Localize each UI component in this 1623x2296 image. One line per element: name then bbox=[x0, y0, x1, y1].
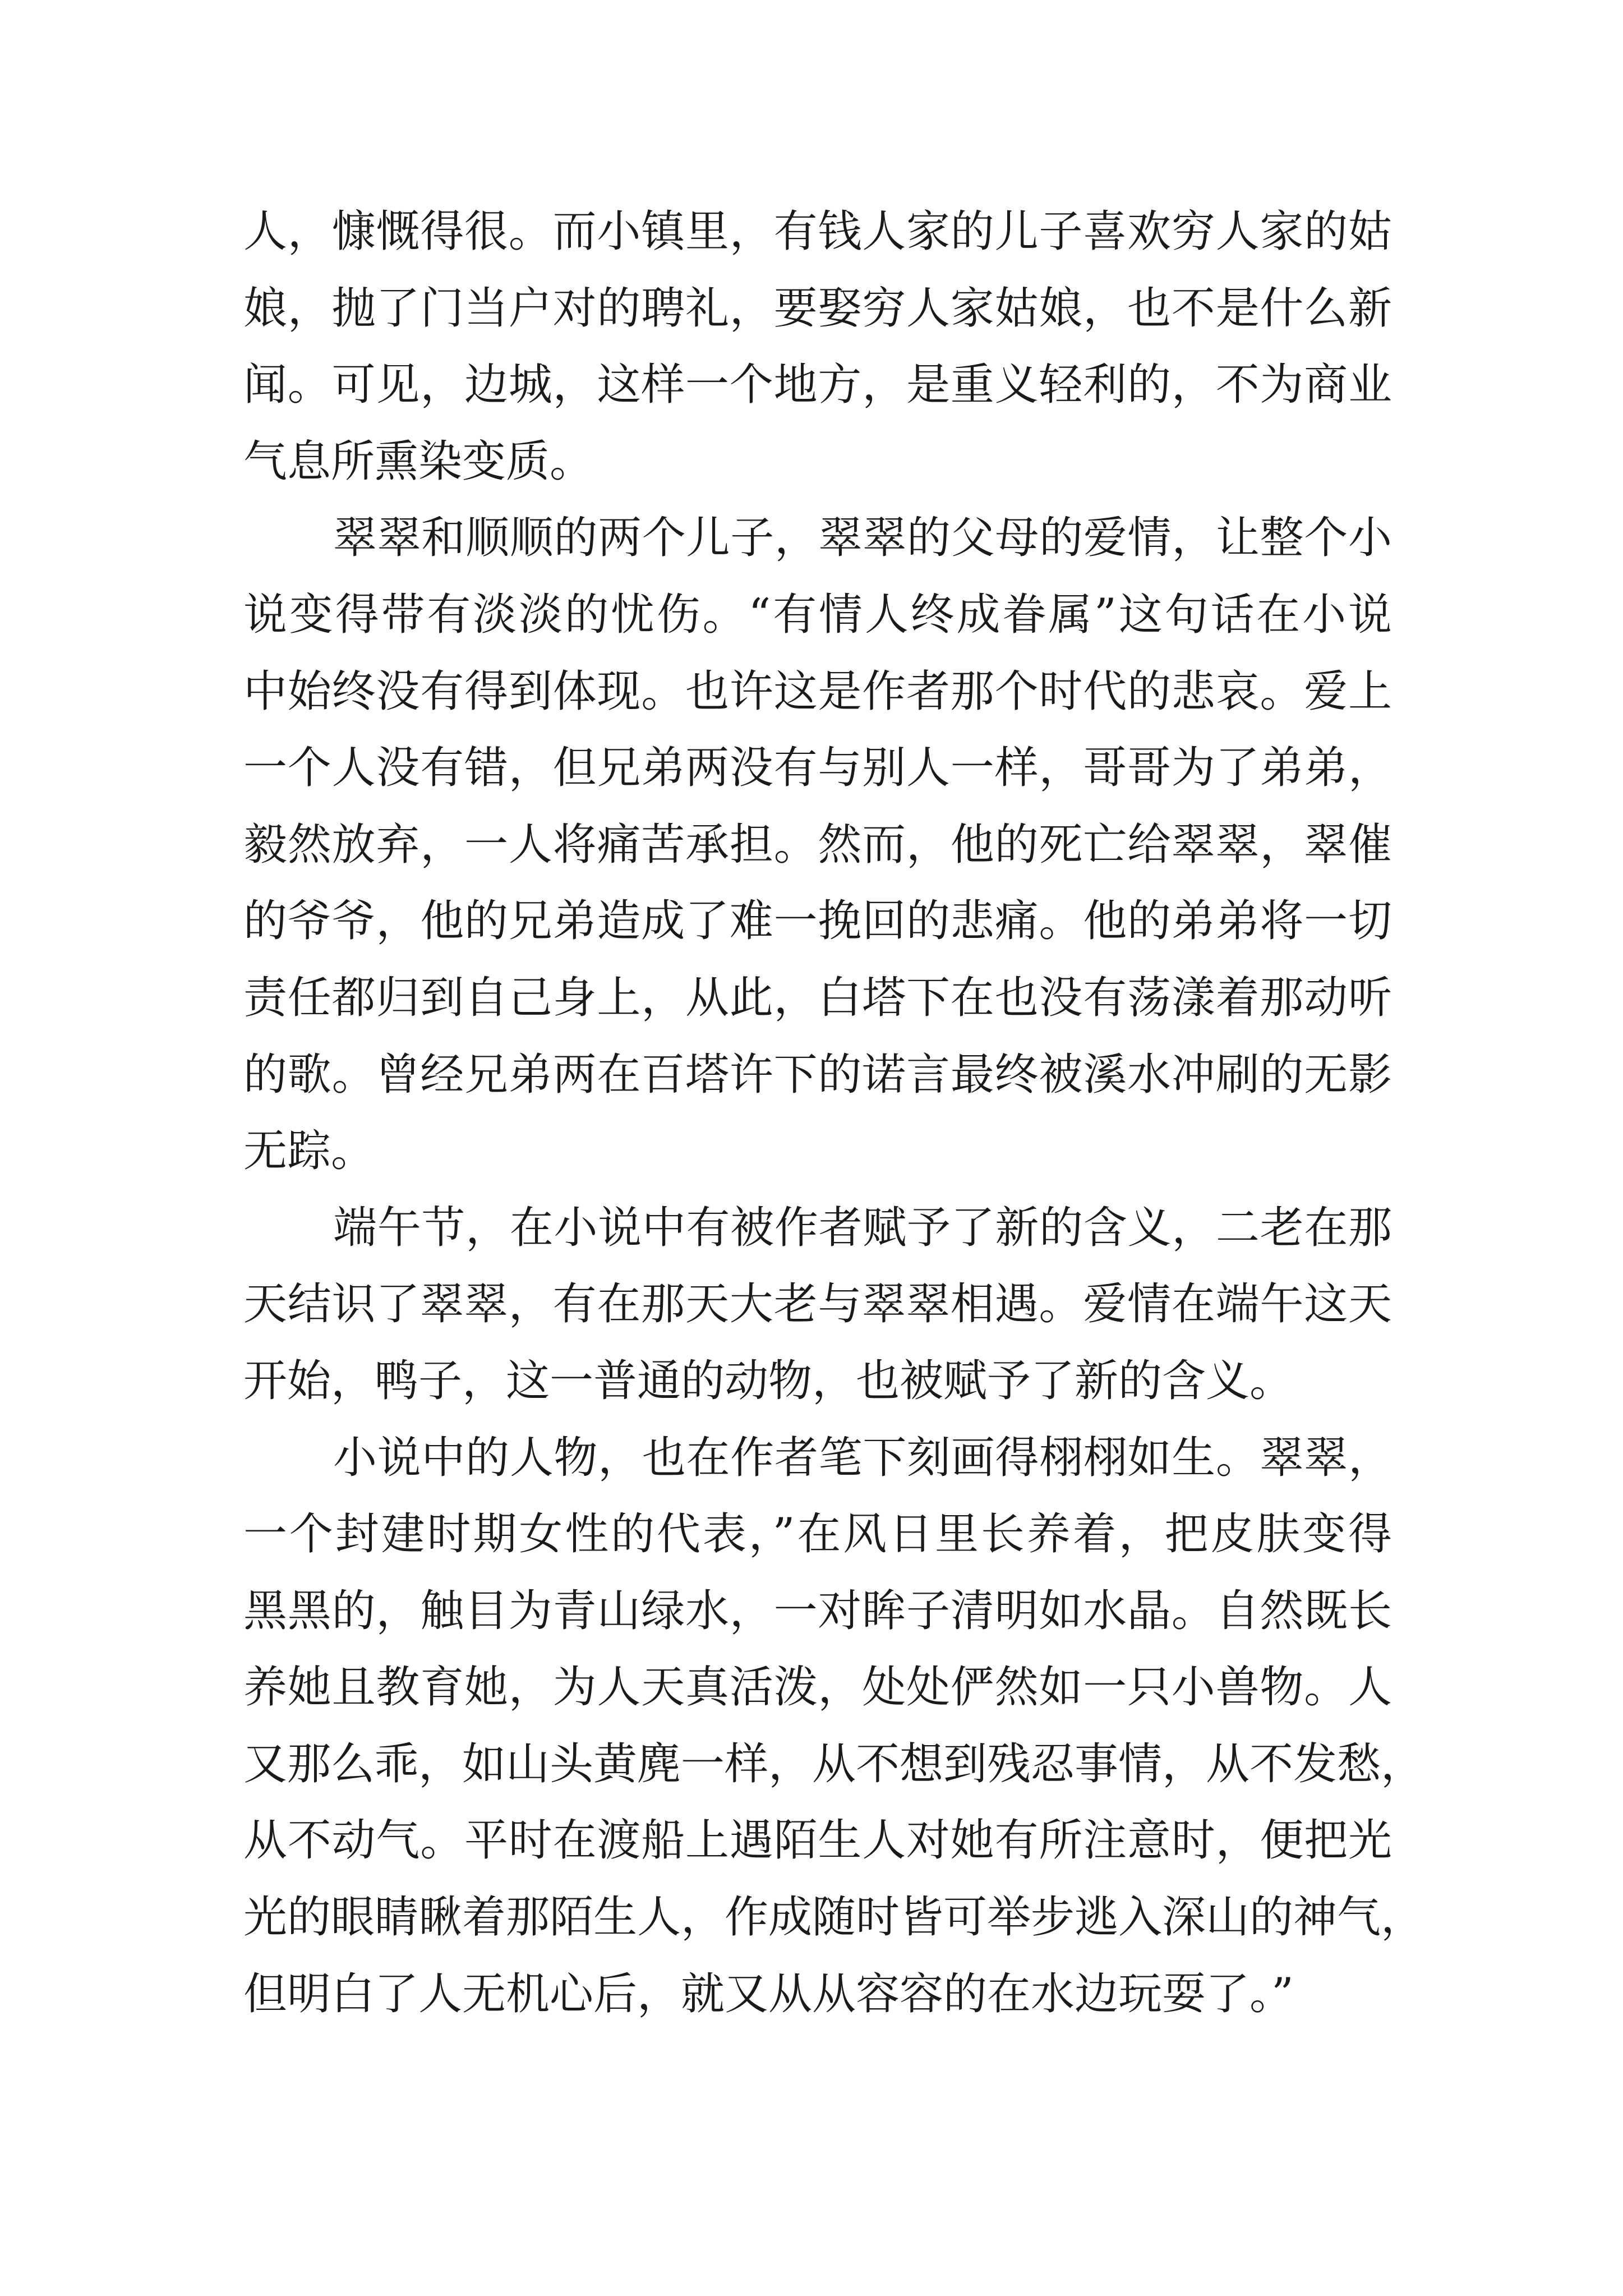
paragraph bbox=[243, 500, 1392, 1189]
paragraph bbox=[243, 194, 1392, 500]
paragraph bbox=[243, 1190, 1392, 1420]
text-line: 责任都归到自己身上，从此，白塔下在也没有荡漾着那动听 bbox=[243, 972, 1392, 1023]
paragraph bbox=[243, 1420, 1425, 2033]
text-line: 天结识了翠翠，有在那天大老与翠翠相遇。爱情在端午这天 bbox=[243, 1279, 1392, 1330]
text-line: 说变得带有淡淡的忧伤。“有情人终成眷属”这句话在小说 bbox=[243, 589, 1392, 640]
text-line: 又那么乖，如山头黄麂一样，从不想到残忍事情，从不发愁， bbox=[243, 1738, 1425, 1789]
text-line: 翠翠和顺顺的两个儿子，翠翠的父母的爱情，让整个小 bbox=[333, 513, 1392, 564]
text-line: 人，慷慨得很。而小镇里，有钱人家的儿子喜欢穷人家的姑 bbox=[243, 206, 1392, 257]
text-line: 从不动气。平时在渡船上遇陌生人对她有所注意时，便把光 bbox=[243, 1815, 1392, 1866]
text-line: 养她且教育她，为人天真活泼，处处俨然如一只小兽物。人 bbox=[243, 1662, 1392, 1713]
text-line: 娘，抛了门当户对的聘礼，要娶穷人家姑娘，也不是什么新 bbox=[243, 283, 1392, 334]
document-body bbox=[243, 194, 1425, 2032]
text-line: 一个封建时期女性的代表，”在风日里长养着，把皮肤变得 bbox=[243, 1509, 1392, 1560]
text-line: 毅然放弃，一人将痛苦承担。然而，他的死亡给翠翠，翠催 bbox=[243, 819, 1392, 870]
text-line: 闻。可见，边城，这样一个地方，是重义轻利的，不为商业 bbox=[243, 360, 1392, 411]
text-line: 黑黑的，触目为青山绿水，一对眸子清明如水晶。自然既长 bbox=[243, 1585, 1392, 1636]
text-line: 中始终没有得到体现。也许这是作者那个时代的悲哀。爱上 bbox=[243, 666, 1392, 717]
text-line: 无踪。 bbox=[243, 1126, 375, 1177]
text-line: 但明白了人无机心后，就又从从容容的在水边玩耍了。” bbox=[243, 1968, 1294, 2019]
text-line: 端午节，在小说中有被作者赋予了新的含义，二老在那 bbox=[333, 1202, 1392, 1253]
text-line: 开始，鸭子，这一普通的动物，也被赋予了新的含义。 bbox=[243, 1355, 1294, 1406]
text-line: 气息所熏染变质。 bbox=[243, 436, 594, 487]
text-line: 小说中的人物，也在作者笔下刻画得栩栩如生。翠翠， bbox=[333, 1432, 1392, 1483]
text-line: 光的眼睛瞅着那陌生人，作成随时皆可举步逃入深山的神气， bbox=[243, 1892, 1425, 1943]
text-line: 一个人没有错，但兄弟两没有与别人一样，哥哥为了弟弟， bbox=[243, 743, 1392, 794]
text-line: 的爷爷，他的兄弟造成了难一挽回的悲痛。他的弟弟将一切 bbox=[243, 896, 1392, 947]
text-line: 的歌。曾经兄弟两在百塔许下的诺言最终被溪水冲刷的无影 bbox=[243, 1049, 1392, 1100]
